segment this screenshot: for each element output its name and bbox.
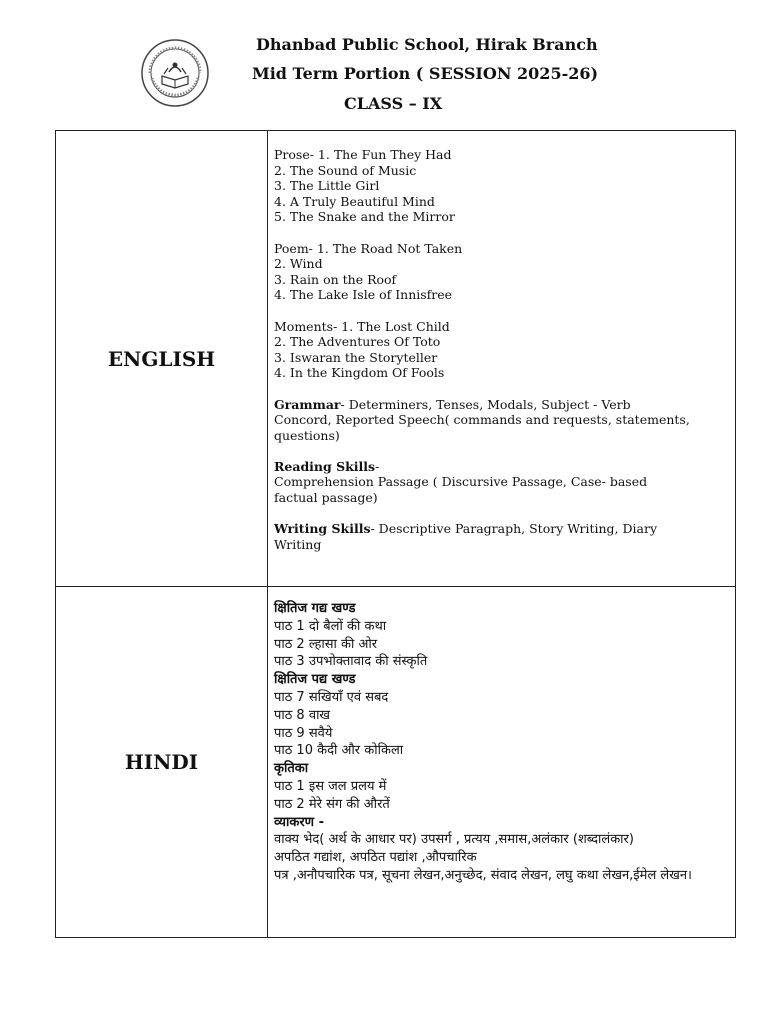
hindi-lesson: पाठ 9 सवैये — [274, 725, 333, 741]
hindi-subject: HINDI — [124, 750, 199, 774]
school-name: Dhanbad Public School, Hirak Branch — [256, 35, 598, 54]
prose-item: 2. The Sound of Music — [274, 162, 417, 178]
writing-block — [274, 521, 727, 552]
hindi-lesson: पाठ 2 ल्हासा की ओर — [274, 636, 378, 652]
writing-text: Writing — [274, 536, 322, 552]
prose-item: 5. The Snake and the Mirror — [274, 209, 455, 225]
hindi-grammar-item: अपठित गद्यांश, अपठित पद्यांश ,औपचारिक — [274, 850, 477, 866]
hindi-section-heading: क्षितिज गद्य खण्ड — [274, 601, 356, 616]
poem-item: 4. The Lake Isle of Innisfree — [274, 287, 453, 303]
poem-item: 3. Rain on the Roof — [274, 271, 397, 287]
hindi-row — [56, 587, 736, 938]
poem-block — [274, 241, 727, 303]
moments-item: Moments- 1. The Lost Child — [274, 318, 450, 334]
english-subject-cell — [56, 131, 268, 587]
reading-label: Reading Skills — [274, 458, 376, 474]
hindi-lesson: पाठ 2 मेरे संग की औरतें — [274, 796, 390, 812]
poem-item: 2. Wind — [274, 256, 323, 272]
hindi-syllabus-cell — [268, 587, 736, 938]
moments-item: 4. In the Kingdom Of Fools — [274, 365, 445, 381]
grammar-block — [274, 397, 727, 444]
hindi-section-heading: व्याकरण - — [274, 814, 324, 830]
english-row — [56, 131, 736, 587]
school-crest-logo — [140, 38, 210, 108]
hindi-section-heading: कृतिका — [274, 761, 309, 777]
english-subject: ENGLISH — [107, 346, 216, 371]
portion-title: Mid Term Portion ( SESSION 2025-26) — [252, 64, 599, 83]
moments-item: 3. Iswaran the Storyteller — [274, 349, 438, 365]
hindi-lesson: पाठ 8 वाख — [274, 707, 331, 723]
reading-block — [274, 459, 727, 506]
hindi-grammar-item: पत्र ,अनौपचारिक पत्र, सूचना लेखन,अनुच्छेद, संवाद लेखन, लघु कथा लेखन,ईमेल लेखन। — [274, 867, 692, 883]
hindi-lesson: पाठ 10 कैदी और कोकिला — [274, 743, 404, 759]
hindi-subject-cell — [56, 587, 268, 938]
hindi-section-heading: क्षितिज पद्य खण्ड — [274, 672, 356, 688]
hindi-lesson: पाठ 7 सखियाँ एवं सबद — [274, 689, 389, 705]
prose-item: 3. The Little Girl — [274, 178, 380, 194]
moments-item: 2. The Adventures Of Toto — [274, 334, 441, 350]
grammar-text: Concord, Reported Speech( commands and requests, statements, — [274, 412, 690, 428]
poem-item: Poem- 1. The Road Not Taken — [274, 240, 463, 256]
prose-item: Prose- 1. The Fun They Had — [274, 147, 452, 162]
hindi-lesson: पाठ 1 इस जल प्रलय में — [274, 778, 387, 794]
grammar-text: - Determiners, Tenses, Modals, Subject - Verb — [340, 396, 631, 412]
grammar-text: questions) — [274, 427, 340, 443]
portion-table — [55, 130, 736, 938]
hindi-lesson: पाठ 3 उपभोक्तावाद की संस्कृति — [274, 654, 428, 670]
reading-text: - — [375, 458, 380, 474]
english-syllabus-cell — [268, 131, 736, 587]
grammar-label: Grammar — [274, 396, 341, 412]
class-title: CLASS – IX — [344, 94, 443, 113]
reading-text: Comprehension Passage ( Discursive Passage, Case- based — [274, 474, 648, 490]
hindi-grammar-item: वाक्य भेद( अर्थ के आधार पर) उपसर्ग , प्रत्यय ,समास,अलंकार (शब्दालंकार) — [274, 832, 634, 848]
prose-item: 4. A Truly Beautiful Mind — [274, 193, 435, 209]
writing-text: - Descriptive Paragraph, Story Writing, Diary — [370, 521, 658, 537]
writing-label: Writing Skills — [274, 521, 371, 537]
moments-block — [274, 319, 727, 381]
reading-text: factual passage) — [274, 490, 378, 506]
prose-block — [274, 147, 727, 225]
hindi-lesson: पाठ 1 दो बैलों की कथा — [274, 618, 387, 634]
